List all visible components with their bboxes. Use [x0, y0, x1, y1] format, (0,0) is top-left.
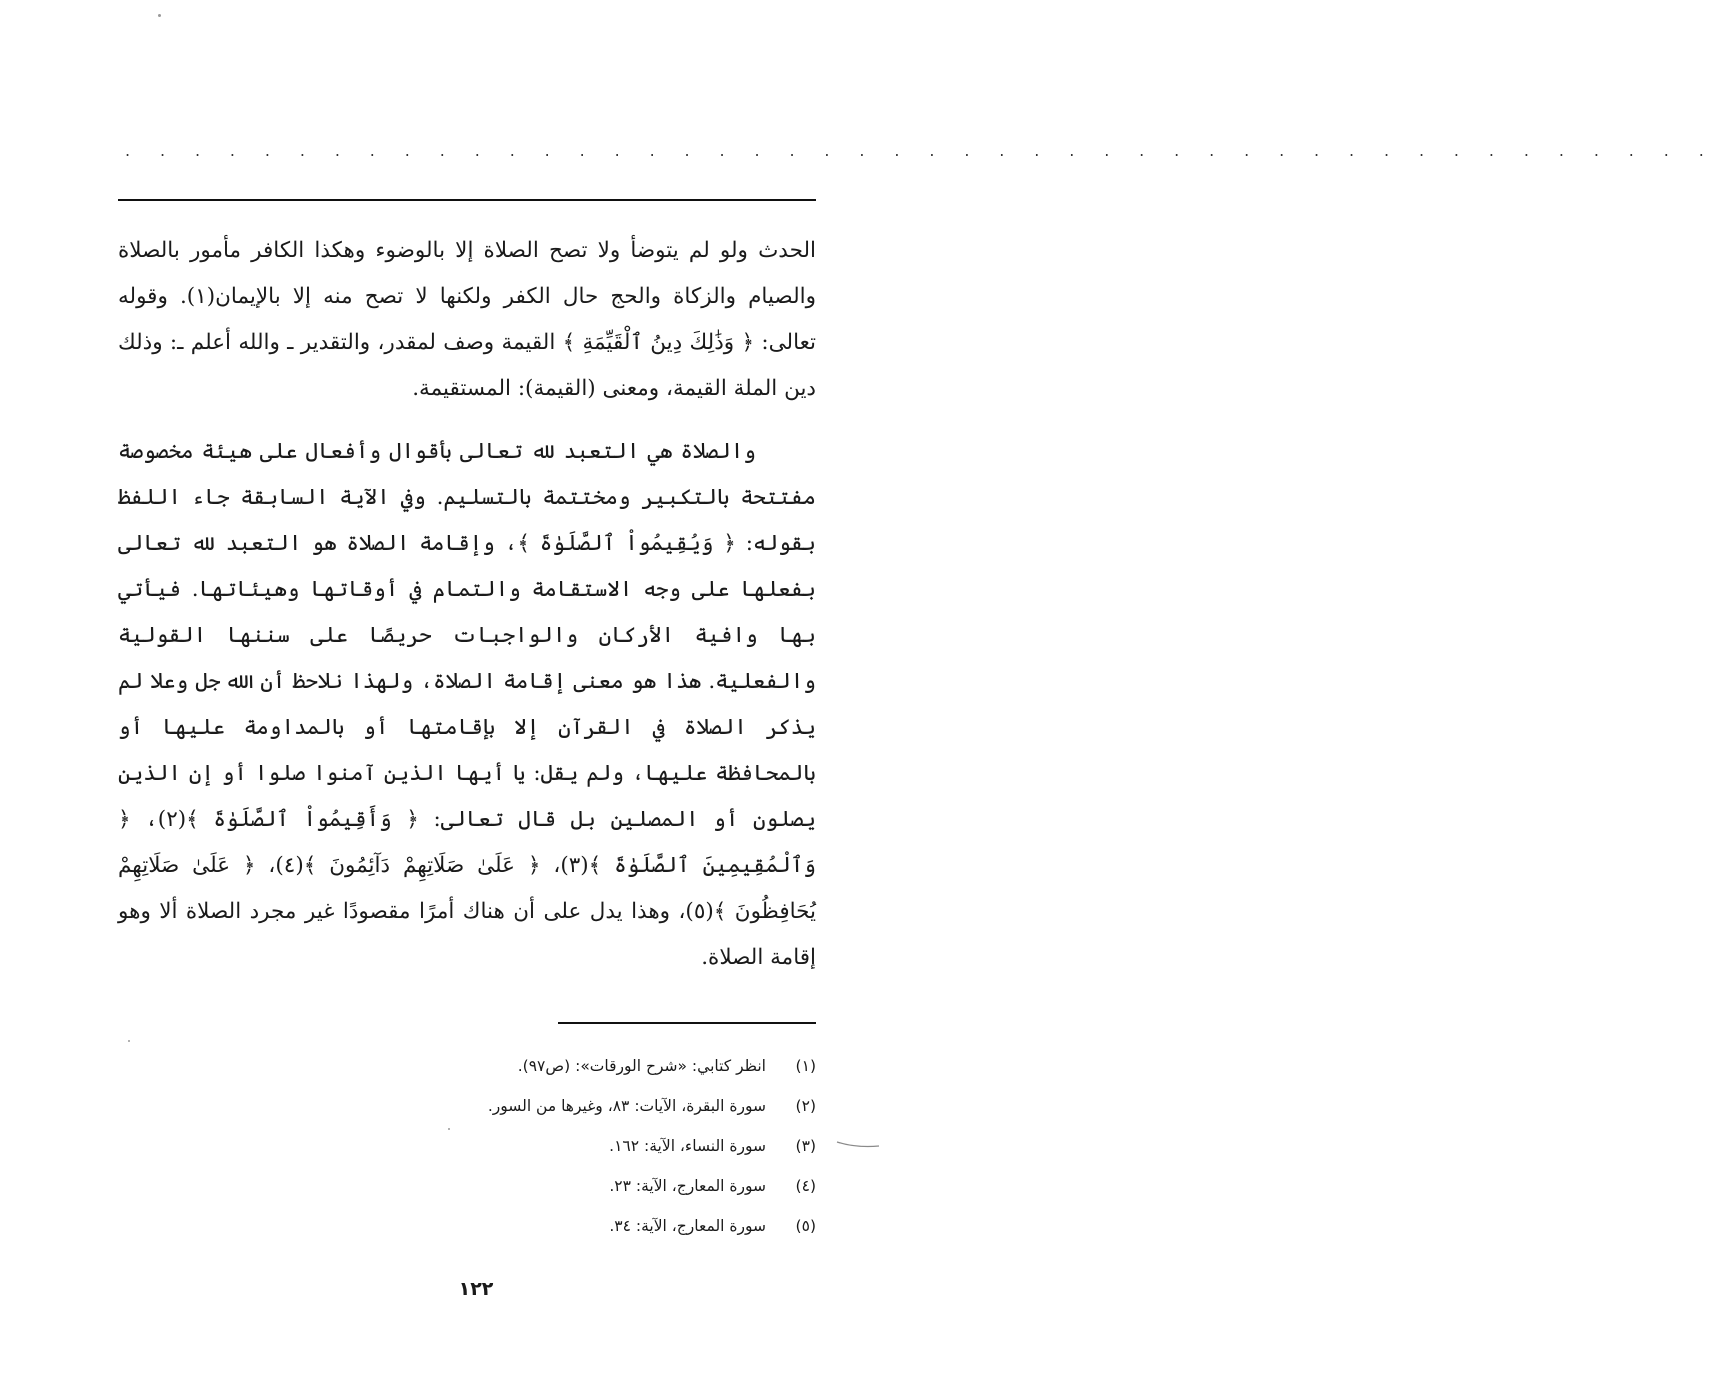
main-text	[118, 228, 816, 981]
footnote-number: (٣)	[795, 1137, 816, 1155]
scan-speck	[128, 1040, 130, 1042]
scan-speck	[158, 14, 161, 17]
footnote-text: انظر كتابي: «شرح الورقات»: (ص٩٧).	[517, 1057, 766, 1075]
footnote-separator	[558, 1022, 816, 1024]
footnote-text: سورة المعارج، الآية: ٢٣.	[609, 1177, 766, 1195]
header-rule	[118, 199, 816, 201]
paragraph-1: الحدث ولو لم يتوضأ ولا تصح الصلاة إلا بالوضوء وهكذا الكافر مأمور بالصلاة والصيام والزكاة والحج حال الكفر ولكنها لا تصح منه إلا بالإيمان(١). وقوله تعالى: ﴿ وَذَٰلِكَ دِينُ ٱلْقَيِّمَةِ ﴾ القيمة وصف لمقدر، والتقدير ـ والله أعلم ـ: وذلك دين الملة القيمة، ومعنى (القيمة): المستقيمة.	[118, 238, 816, 401]
footnote-text: سورة النساء، الآية: ١٦٢.	[609, 1137, 766, 1155]
paragraph-2: والصلاة هي التعبد لله تعالى بأقوال وأفعال على هيئة مخصوصة مفتتحة بالتكبير ومختتمة بالتسليم. وفي الآية السابقة جاء اللفظ بقوله: ﴿ وَيُقِيمُواْ ٱلصَّلَوٰةَ ﴾، وإقامة الصلاة هو التعبد لله تعالى بفعلها على وجه الاستقامة والتمام في أوقاتها وهيئاتها. فيأتي بها وافية الأركان والواجبات حريصًا على سننها القولية والفعلية. هذا هو معنى إقامة الصلاة، ولهذا نلاحظ أن الله جل وعلا لم يذكر الصلاة في القرآن إلا بإقامتها أو بالمداومة عليها أو بالمحافظة عليها، ولم يقل: يا أيها الذين آمنوا صلوا أو إن الذين يصلون أو المصلين بل قال تعالى: ﴿ وَأَقِيمُواْ ٱلصَّلَوٰةَ ﴾(٢)، ﴿ وَٱلْمُقِيمِينَ ٱلصَّلَوٰةَ ﴾(٣)، ﴿ عَلَىٰ صَلَاتِهِمْ دَآئِمُونَ ﴾(٤)، ﴿ عَلَىٰ صَلَاتِهِمْ يُحَافِظُونَ ﴾(٥)، وهذا يدل على أن هناك أمرًا مقصودًا غير مجرد الصلاة ألا وهو إقامة الصلاة.	[118, 439, 817, 970]
footnote-2	[300, 1086, 816, 1126]
footnote-number: (٤)	[795, 1177, 816, 1195]
page-number: ١٢٢	[458, 1278, 494, 1300]
footnote-text: سورة البقرة، الآيات: ٨٣، وغيرها من السور.	[487, 1097, 766, 1115]
footnote-text: سورة المعارج، الآية: ٣٤.	[609, 1217, 766, 1235]
footnote-5	[300, 1206, 816, 1246]
footnote-number: (٢)	[795, 1097, 816, 1115]
margin-pencil-mark	[836, 1139, 880, 1149]
footnote-number: (١)	[795, 1057, 816, 1075]
footnote-3	[300, 1126, 816, 1166]
footnote-number: (٥)	[795, 1217, 816, 1235]
footnote-4	[300, 1166, 816, 1206]
scan-speck	[448, 1128, 450, 1130]
footnotes	[300, 1046, 816, 1246]
footnote-1	[300, 1046, 816, 1086]
header-dotted-line: . . . . . . . . . . . . . . . . . . . . . . . . . . . . . . . . . . . . . . . . . . . . . .	[125, 141, 1716, 160]
